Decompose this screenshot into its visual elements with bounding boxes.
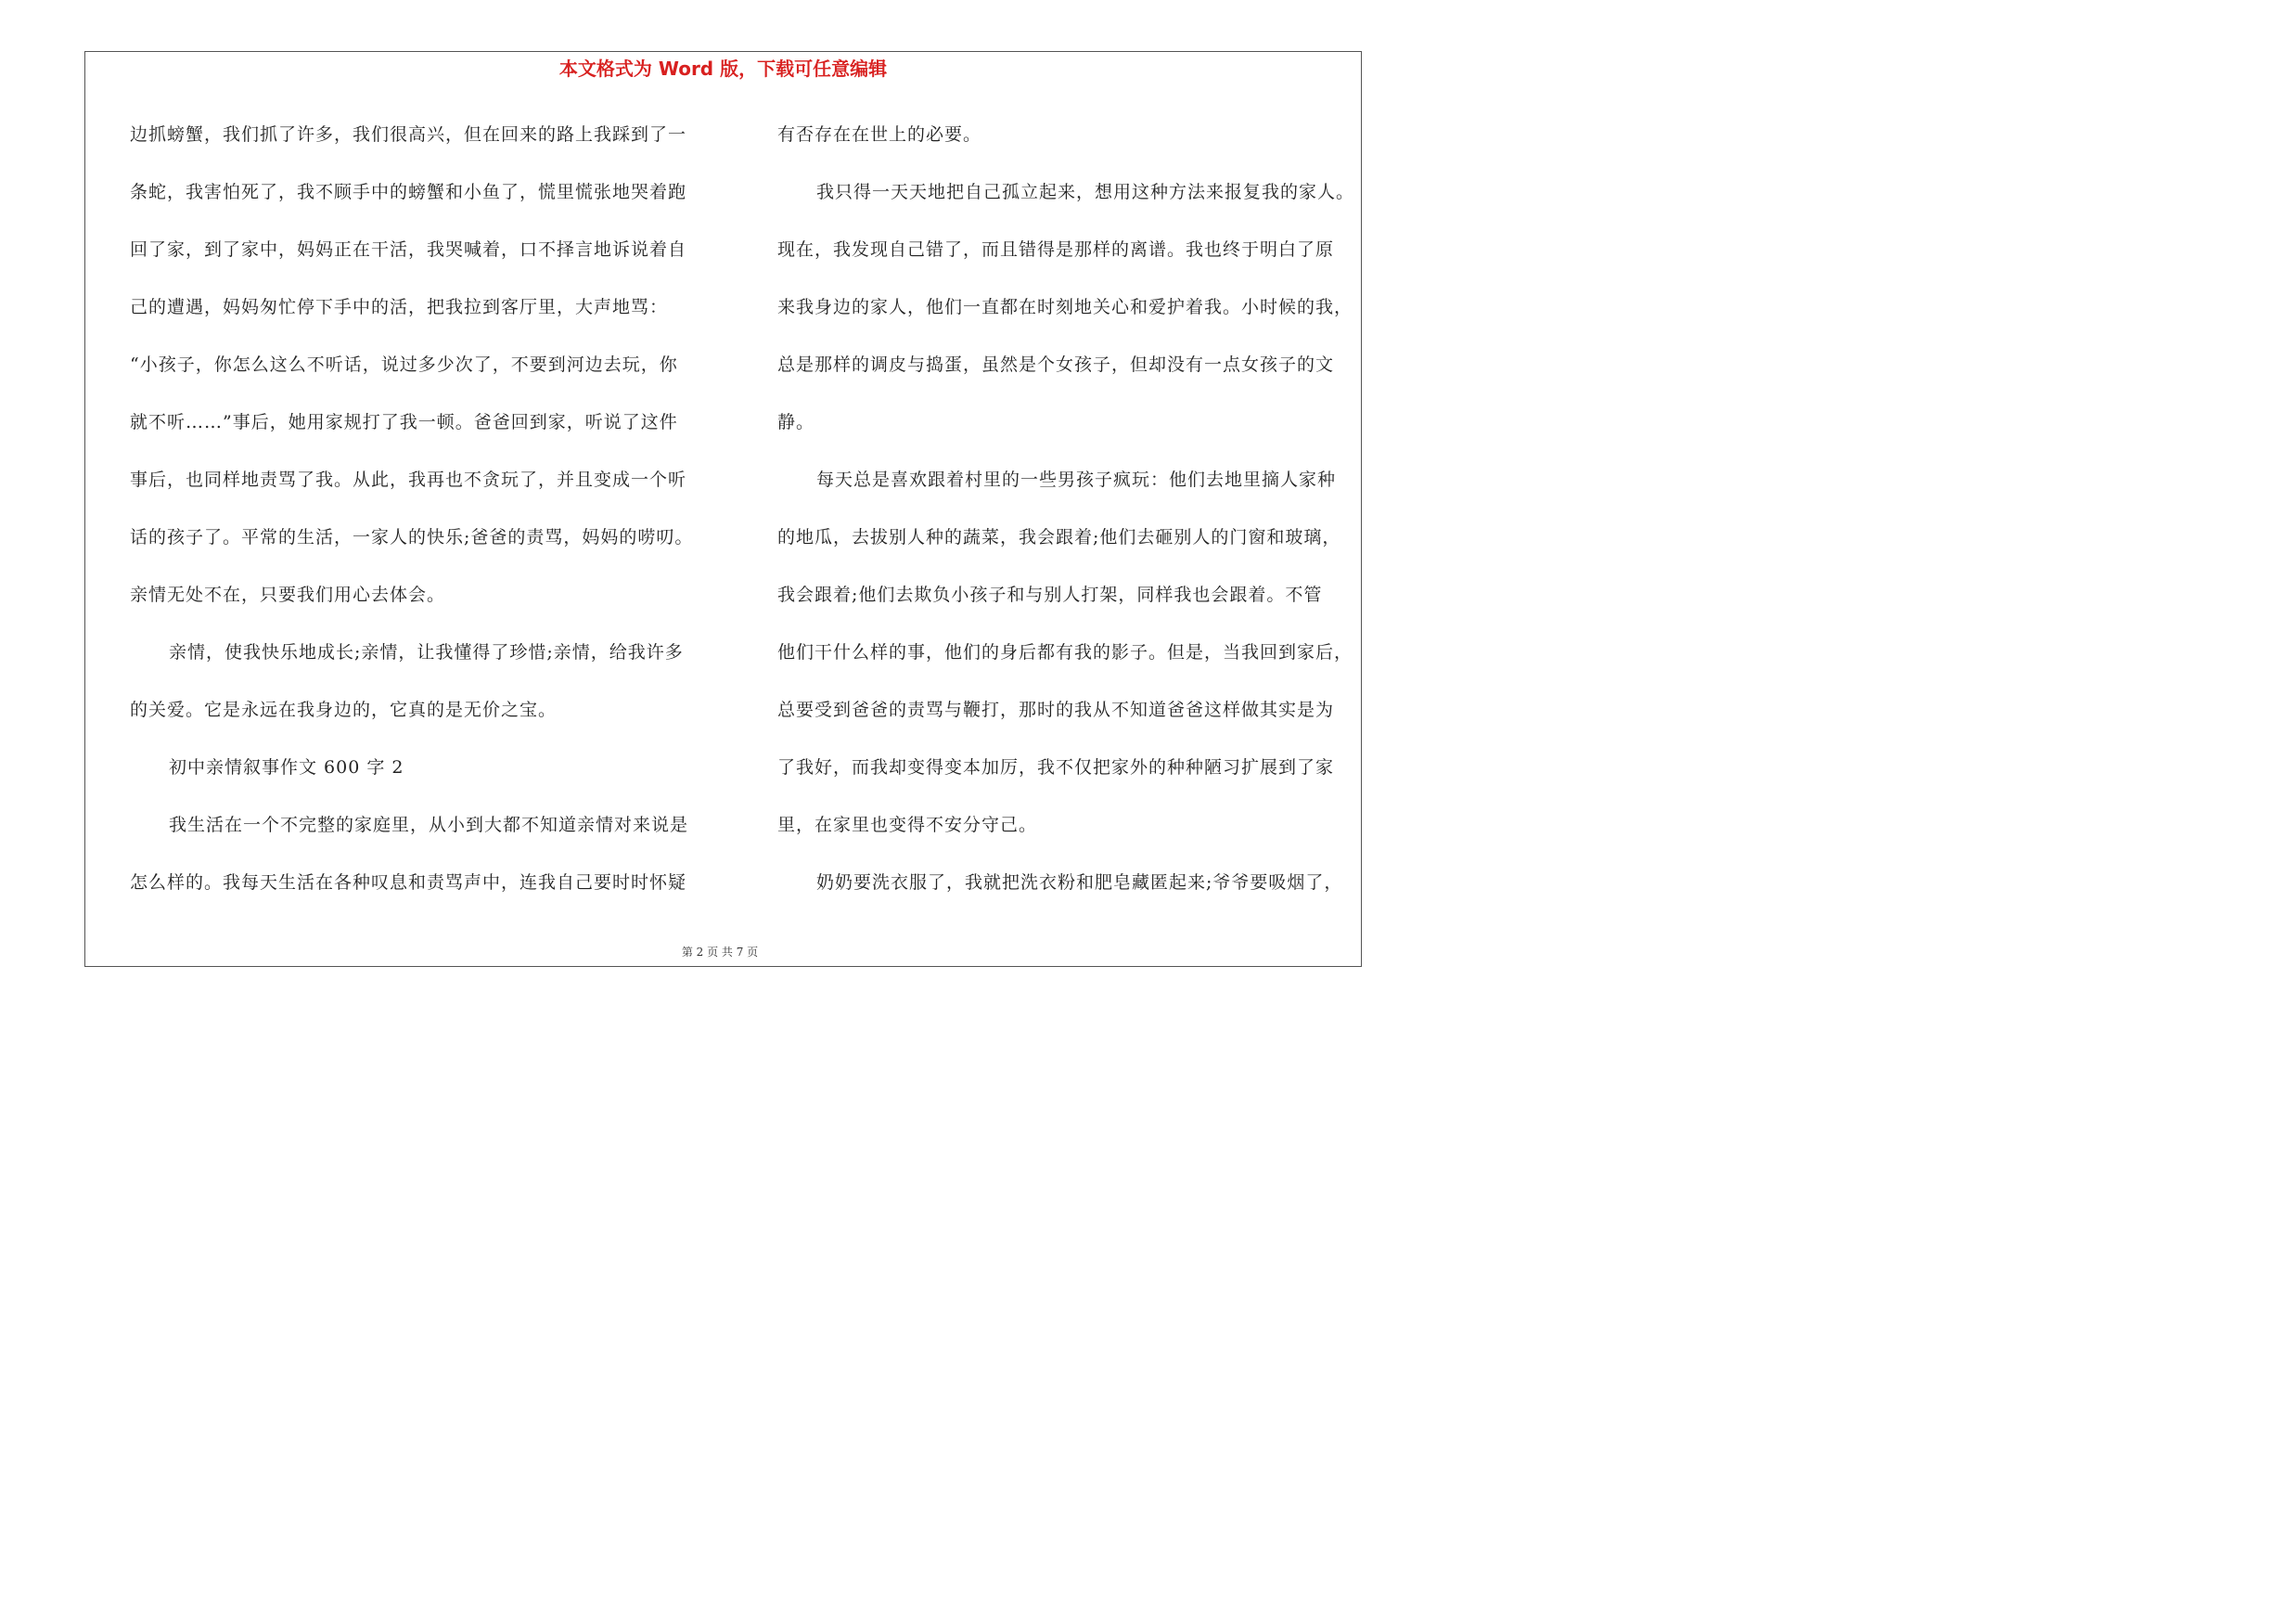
text-line: 来我身边的家人，他们一直都在时刻地关心和爱护着我。小时候的我， xyxy=(777,297,1353,317)
text-line: 亲情，使我快乐地成长;亲情，让我懂得了珍惜;亲情，给我许多 xyxy=(169,642,684,663)
text-line: 就不听……”事后，她用家规打了我一顿。爸爸回到家，听说了这件 xyxy=(130,412,678,432)
text-line: 总是那样的调皮与捣蛋，虽然是个女孩子，但却没有一点女孩子的文 xyxy=(777,354,1335,375)
left-text-column xyxy=(130,106,724,911)
text-line: 他们干什么样的事，他们的身后都有我的影子。但是，当我回到家后， xyxy=(777,642,1353,663)
text-line: 怎么样的。我每天生活在各种叹息和责骂声中，连我自己要时时怀疑 xyxy=(130,872,687,893)
text-line: 现在，我发现自己错了，而且错得是那样的离谱。我也终于明白了原 xyxy=(777,239,1335,260)
text-line: 静。 xyxy=(777,412,815,432)
text-line: 有否存在在世上的必要。 xyxy=(777,124,982,145)
text-line: 条蛇，我害怕死了，我不顾手中的螃蟹和小鱼了，慌里慌张地哭着跑 xyxy=(130,182,687,202)
text-line: 每天总是喜欢跟着村里的一些男孩子疯玩：他们去地里摘人家种 xyxy=(816,470,1337,490)
text-line: 话的孩子了。平常的生活，一家人的快乐;爸爸的责骂，妈妈的唠叨。 xyxy=(130,527,694,547)
text-line: 己的遭遇，妈妈匆忙停下手中的活，把我拉到客厅里，大声地骂： xyxy=(130,297,669,317)
text-line: 边抓螃蟹，我们抓了许多，我们很高兴，但在回来的路上我踩到了一 xyxy=(130,124,687,145)
text-line: 总要受到爸爸的责骂与鞭打，那时的我从不知道爸爸这样做其实是为 xyxy=(777,700,1335,720)
text-line: 回了家，到了家中，妈妈正在干活，我哭喊着，口不择言地诉说着自 xyxy=(130,239,687,260)
text-line: 我生活在一个不完整的家庭里，从小到大都不知道亲情对来说是 xyxy=(169,815,689,835)
text-line: 亲情无处不在，只要我们用心去体会。 xyxy=(130,585,446,605)
text-line: 事后，也同样地责骂了我。从此，我再也不贪玩了，并且变成一个听 xyxy=(130,470,687,490)
text-line: 了我好，而我却变得变本加厉，我不仅把家外的种种陋习扩展到了家 xyxy=(777,757,1335,778)
text-line: 我会跟着;他们去欺负小孩子和与别人打架，同样我也会跟着。不管 xyxy=(777,585,1323,605)
text-line: 我只得一天天地把自己孤立起来，想用这种方法来报复我的家人。 xyxy=(816,182,1355,202)
text-line: 奶奶要洗衣服了，我就把洗衣粉和肥皂藏匿起来;爷爷要吸烟了， xyxy=(816,872,1343,893)
page-number: 第 2 页 共 7 页 xyxy=(681,946,759,959)
document-banner: 本文格式为 Word 版，下载可任意编辑 xyxy=(558,58,888,80)
section-heading: 初中亲情叙事作文 600 字 2 xyxy=(169,757,404,778)
text-line: “小孩子，你怎么这么不听话，说过多少次了，不要到河边去玩，你 xyxy=(130,354,678,375)
right-text-column xyxy=(777,106,1371,911)
text-line: 的地瓜，去拔别人种的蔬菜，我会跟着;他们去砸别人的门窗和玻璃， xyxy=(777,527,1341,547)
text-line: 的关爱。它是永远在我身边的，它真的是无价之宝。 xyxy=(130,700,558,720)
text-line: 里，在家里也变得不安分守己。 xyxy=(777,815,1038,835)
